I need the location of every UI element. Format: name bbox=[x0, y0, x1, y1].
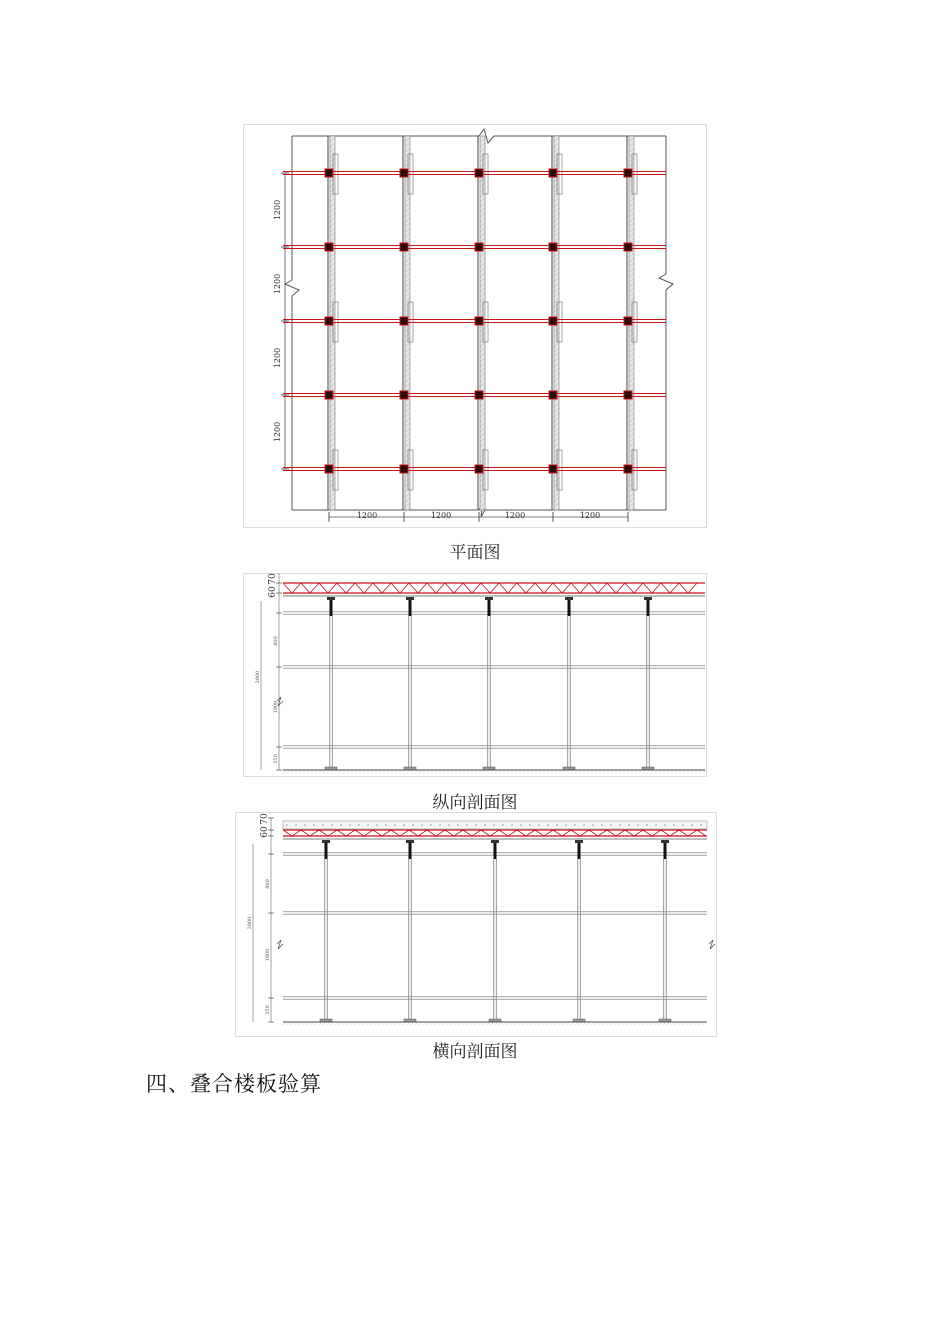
plan-vertical-dimensions bbox=[273, 200, 282, 442]
joint-node bbox=[549, 465, 557, 473]
dim-label: 1200 bbox=[273, 273, 282, 295]
cross-section-dimensions bbox=[247, 813, 271, 1015]
aggregate-dot bbox=[304, 824, 305, 825]
aggregate-dot bbox=[439, 824, 440, 825]
joint-node bbox=[475, 317, 483, 325]
post-head-plate bbox=[406, 597, 414, 600]
dim-label: 1800 bbox=[265, 948, 271, 962]
post-head-plate bbox=[406, 840, 414, 843]
aggregate-dot bbox=[628, 824, 629, 825]
post-jack bbox=[647, 600, 650, 616]
dim-label: 1200 bbox=[273, 347, 282, 369]
joint-node bbox=[549, 391, 557, 399]
break-mark bbox=[277, 940, 283, 949]
dim-label: 60 bbox=[268, 586, 278, 598]
joint-node bbox=[549, 317, 557, 325]
aggregate-dot bbox=[484, 824, 485, 825]
aggregate-dot bbox=[421, 824, 422, 825]
cross-section-caption: 横向剖面图 bbox=[432, 1042, 518, 1062]
truss-web bbox=[283, 583, 697, 593]
aggregate-dot bbox=[286, 824, 287, 825]
aggregate-dot bbox=[565, 824, 566, 825]
aggregate-dot bbox=[475, 824, 476, 825]
figure-frame bbox=[236, 813, 717, 1037]
joint-node bbox=[400, 391, 408, 399]
aggregate-dot bbox=[412, 824, 413, 825]
long-section-dimensions bbox=[255, 573, 279, 764]
aggregate-dot bbox=[331, 824, 332, 825]
joint-node bbox=[400, 317, 408, 325]
long-section-members bbox=[261, 573, 707, 773]
dim-label: 1200 bbox=[273, 421, 282, 443]
post-head-plate bbox=[565, 597, 573, 600]
joint-node bbox=[400, 169, 408, 177]
aggregate-dot bbox=[358, 824, 359, 825]
dim-label: 70 bbox=[268, 573, 278, 585]
post-jack bbox=[568, 600, 571, 616]
aggregate-dot bbox=[295, 824, 296, 825]
aggregate-dot bbox=[655, 824, 656, 825]
joint-node bbox=[325, 465, 333, 473]
aggregate-dot bbox=[367, 824, 368, 825]
aggregate-dot bbox=[691, 824, 692, 825]
joint-node bbox=[325, 317, 333, 325]
aggregate-dot bbox=[340, 824, 341, 825]
plan-horizontal-dimensions bbox=[357, 511, 600, 520]
longitudinal-section-caption: 纵向剖面图 bbox=[432, 793, 518, 813]
aggregate-dot bbox=[394, 824, 395, 825]
aggregate-dot bbox=[637, 824, 638, 825]
aggregate-dot bbox=[574, 824, 575, 825]
dim-label: 1200 bbox=[356, 511, 378, 520]
aggregate-dot bbox=[322, 824, 323, 825]
aggregate-dot bbox=[592, 824, 593, 825]
dim-label: 70 bbox=[260, 813, 270, 825]
post-jack bbox=[409, 843, 412, 859]
aggregate-dot bbox=[538, 824, 539, 825]
section-heading: 四、叠合楼板验算 bbox=[146, 1072, 322, 1096]
joint-node bbox=[624, 243, 632, 251]
aggregate-dot bbox=[700, 824, 701, 825]
aggregate-dot bbox=[682, 824, 683, 825]
joint-node bbox=[549, 169, 557, 177]
dim-label: 2800 bbox=[255, 670, 261, 684]
plan-view-figure bbox=[243, 124, 707, 528]
plan-members bbox=[281, 136, 666, 522]
aggregate-dot bbox=[349, 824, 350, 825]
joint-node bbox=[624, 465, 632, 473]
post-head-plate bbox=[485, 597, 493, 600]
aggregate-dot bbox=[403, 824, 404, 825]
aggregate-dot bbox=[376, 824, 377, 825]
joint-node bbox=[624, 317, 632, 325]
aggregate-dot bbox=[520, 824, 521, 825]
cross-section-figure bbox=[235, 812, 717, 1037]
aggregate-dot bbox=[466, 824, 467, 825]
joint-node bbox=[400, 243, 408, 251]
post-head-plate bbox=[575, 840, 583, 843]
joint-node bbox=[325, 169, 333, 177]
aggregate-dot bbox=[601, 824, 602, 825]
dim-label: 1200 bbox=[273, 199, 282, 221]
post-head-plate bbox=[661, 840, 669, 843]
joint-node bbox=[325, 243, 333, 251]
aggregate-dot bbox=[493, 824, 494, 825]
aggregate-dot bbox=[511, 824, 512, 825]
post-jack bbox=[488, 600, 491, 616]
aggregate-dot bbox=[502, 824, 503, 825]
post-jack bbox=[325, 843, 328, 859]
aggregate-dot bbox=[547, 824, 548, 825]
dim-label: 1200 bbox=[430, 511, 452, 520]
post-jack bbox=[664, 843, 667, 859]
concrete-layer bbox=[283, 821, 707, 829]
post-jack bbox=[578, 843, 581, 859]
dim-label: 60 bbox=[260, 826, 270, 838]
break-mark bbox=[709, 940, 715, 949]
aggregate-dot bbox=[313, 824, 314, 825]
joint-node bbox=[400, 465, 408, 473]
dim-label: 350 bbox=[273, 754, 279, 764]
dim-label: 1200 bbox=[579, 511, 601, 520]
joint-node bbox=[624, 169, 632, 177]
dim-label: 800 bbox=[265, 879, 271, 889]
aggregate-dot bbox=[673, 824, 674, 825]
dim-label: 1200 bbox=[504, 511, 526, 520]
post-jack bbox=[330, 600, 333, 616]
aggregate-dot bbox=[529, 824, 530, 825]
post-head-plate bbox=[327, 597, 335, 600]
truss-web bbox=[283, 830, 706, 836]
dim-label: 1800 bbox=[273, 700, 279, 714]
post-head-plate bbox=[322, 840, 330, 843]
joint-node bbox=[549, 243, 557, 251]
joint-node bbox=[475, 391, 483, 399]
post-jack bbox=[409, 600, 412, 616]
aggregate-dot bbox=[430, 824, 431, 825]
joint-node bbox=[624, 391, 632, 399]
joint-node bbox=[475, 465, 483, 473]
aggregate-dot bbox=[457, 824, 458, 825]
post-jack bbox=[494, 843, 497, 859]
aggregate-dot bbox=[610, 824, 611, 825]
dim-label: 800 bbox=[273, 636, 279, 646]
joint-node bbox=[475, 243, 483, 251]
dim-label: 350 bbox=[265, 1005, 271, 1015]
joint-node bbox=[325, 391, 333, 399]
aggregate-dot bbox=[556, 824, 557, 825]
aggregate-dot bbox=[619, 824, 620, 825]
post-head-plate bbox=[491, 840, 499, 843]
longitudinal-section-figure bbox=[243, 573, 707, 777]
aggregate-dot bbox=[448, 824, 449, 825]
aggregate-dot bbox=[385, 824, 386, 825]
aggregate-dot bbox=[583, 824, 584, 825]
dim-label: 2800 bbox=[247, 916, 253, 930]
cross-section-members bbox=[253, 818, 715, 1025]
aggregate-dot bbox=[664, 824, 665, 825]
post-head-plate bbox=[644, 597, 652, 600]
joint-node bbox=[475, 169, 483, 177]
aggregate-dot bbox=[646, 824, 647, 825]
plan-view-caption: 平面图 bbox=[449, 543, 501, 563]
